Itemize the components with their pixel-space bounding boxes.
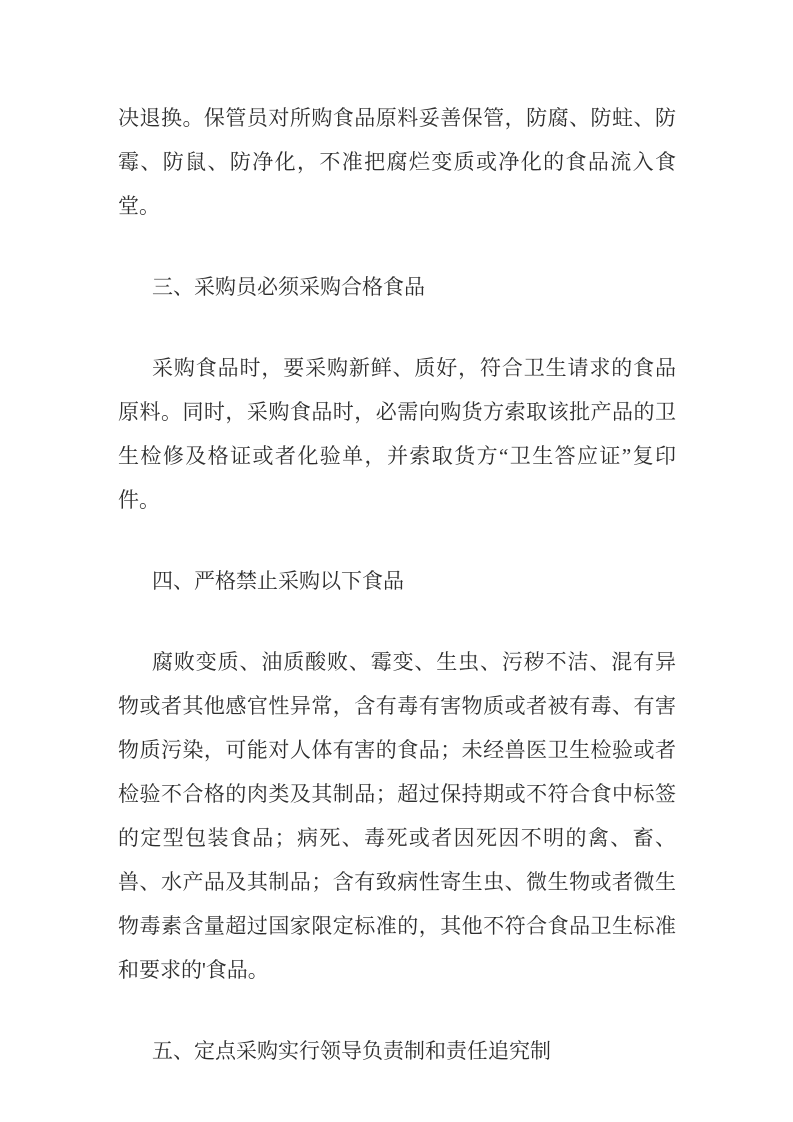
paragraph-continuation: 决退换。保管员对所购食品原料妥善保管，防腐、防蛀、防霉、防鼠、防净化，不准把腐烂变质或净化的食品流入食堂。 — [118, 106, 676, 218]
paragraph-section-3: 采购食品时，要采购新鲜、质好，符合卫生请求的食品原料。同时，采购食品时，必需向购货方索取该批产品的卫生检修及格证或者化验单，并索取货方“卫生答应证”复印件。 — [118, 356, 676, 512]
section-heading-3: 三、采购员必须采购合格食品 — [152, 275, 425, 299]
section-heading-4: 四、严格禁止采购以下食品 — [152, 569, 404, 593]
section-heading-5: 五、定点采购实行领导负责制和责任追究制 — [152, 1039, 551, 1063]
paragraph-section-4: 腐败变质、油质酸败、霉变、生虫、污秽不洁、混有异物或者其他感官性异常，含有毒有害物质或者被有毒、有害物质污染，可能对人体有害的食品；未经兽医卫生检验或者检验不合格的肉类及其制品；超过保持期或不符合食中标签的定型包装食品；病死、毒死或者因死因不明的禽、畜、兽、水产品及其制品；含有致病性寄生虫、微生物或者微生物毒素含量超过国家限定标准的，其他不符合食品卫生标准和要求的'食品。 — [118, 650, 676, 982]
document-content — [118, 96, 676, 1110]
